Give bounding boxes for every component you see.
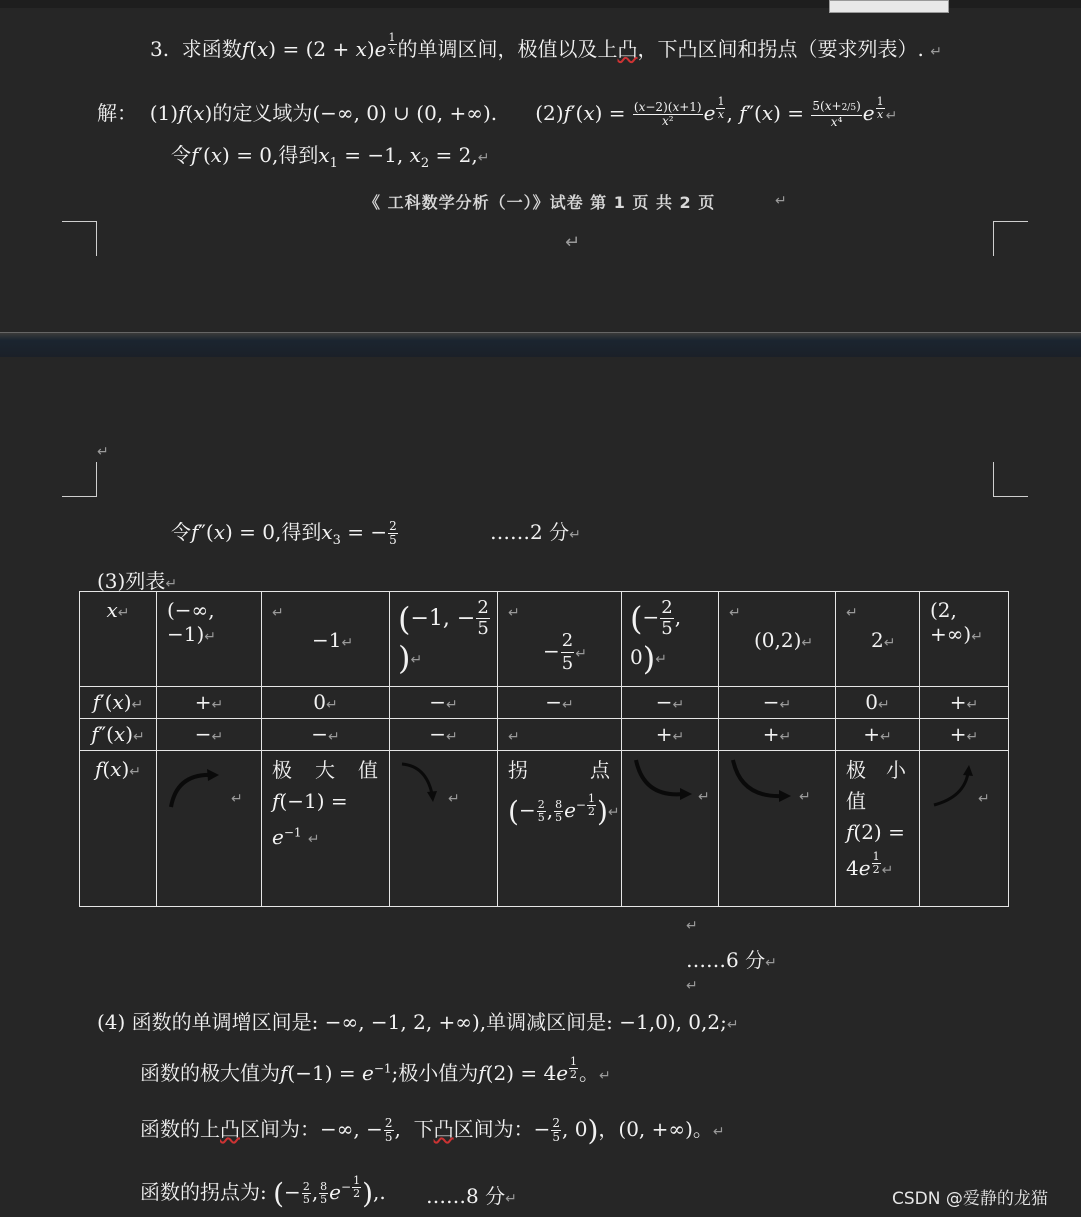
cell-f1-6: −↵ — [719, 687, 836, 719]
cell-f2-4: ↵ — [498, 719, 622, 751]
cell-x-label: x↵ — [80, 592, 157, 687]
table-row-f2 — [80, 719, 1009, 751]
cell-x-1: (−∞, −1)↵ — [157, 592, 262, 687]
page1-corner-left — [62, 221, 97, 256]
paragraph-mark: ↵ — [686, 918, 698, 934]
cell-f2-1: −↵ — [157, 719, 262, 751]
page1-corner-right — [993, 221, 1028, 256]
cell-f-label: f(x)↵ — [80, 751, 157, 907]
cell-x-5: (− $\frac{2}{5}$ , 0)↵ — [622, 592, 719, 687]
page2-corner-right — [993, 462, 1028, 497]
cell-x-7: ↵ 2↵ — [836, 592, 920, 687]
page-footer: 《 工科数学分析（一）》试卷 第 1 页 共 2 页 — [364, 193, 716, 212]
analysis-table — [79, 591, 1009, 907]
cell-f1-8: +↵ — [920, 687, 1009, 719]
cell-f-2: 极 大 值 f(−1) = $e^{-1}$ ↵ — [262, 751, 390, 907]
cell-f2-2: −↵ — [262, 719, 390, 751]
cell-f-5: ↵ — [622, 751, 719, 907]
list-title: (3)列表↵ — [97, 569, 178, 593]
increasing-concave-down-arrow-icon — [167, 763, 227, 813]
cell-f2-6: +↵ — [719, 719, 836, 751]
max-label: 极 大 值 — [272, 758, 378, 782]
cell-f-3: ↵ — [390, 751, 498, 907]
paragraph-mark: ↵ — [686, 978, 698, 994]
cell-f2-5: +↵ — [622, 719, 719, 751]
cell-x-3: (−1, − $\frac{2}{5}$ )↵ — [390, 592, 498, 687]
cell-f1-4: −↵ — [498, 687, 622, 719]
score-8: ……8 分↵ — [426, 1184, 517, 1208]
cell-f1-2: 0↵ — [262, 687, 390, 719]
cell-f1-3: −↵ — [390, 687, 498, 719]
cell-f-7: 极 小 值 f(2) = 4e $^{\frac{1}{2}}$ ↵ — [836, 751, 920, 907]
csdn-watermark: CSDN @爱静的龙猫 — [892, 1189, 1048, 1209]
cell-f-8: ↵ — [920, 751, 1009, 907]
cell-x-8: (2, +∞)↵ — [920, 592, 1009, 687]
top-scroll-handle[interactable] — [829, 0, 949, 13]
cell-f-1: ↵ — [157, 751, 262, 907]
cell-f1-1: +↵ — [157, 687, 262, 719]
cell-x-4: ↵ − $\frac{2}{5}$ ↵ — [498, 592, 622, 687]
table-row-f1 — [80, 687, 1009, 719]
paragraph-mark: ↵ — [775, 193, 787, 209]
solution-line-1: 解： (1)f(x)的定义域为(−∞, 0) ∪ (0, +∞). (2)f′(x) = $\frac{(x-2)(x+1)}{\text{x²}}$ e $^{\frac{1}{x}}$ , f″(x) = $\frac{5(x+2/5)}{\text{x⁴}}$ e $^{\frac{1}{x}}$ ↵ — [97, 95, 898, 129]
solution-line-2: 令f′(x) = 0,得到$x_1 = -1$, $x_2$ = 2,↵ — [171, 143, 490, 171]
cell-x-2: ↵ −1↵ — [262, 592, 390, 687]
cell-x-6: ↵ (0,2)↵ — [719, 592, 836, 687]
cell-f2-8: +↵ — [920, 719, 1009, 751]
part4-line-2: 函数的极大值为$f(-1) = e^{-1}$;极小值为f(2) = 4e $^{\frac{1}{2}}$ 。↵ — [140, 1055, 611, 1085]
score-6: ……6 分↵ — [686, 948, 777, 972]
cell-f-4: 拐 点 (− $\frac{2}{5}$ , $\frac{8}{5}$ $e^{- \frac{1}{2}}$ )↵ — [498, 751, 622, 907]
cell-f1-7: 0↵ — [836, 687, 920, 719]
decreasing-concave-up-arrow-icon — [630, 756, 700, 806]
page-separator — [0, 332, 1081, 357]
page2-corner-left — [62, 462, 97, 497]
cell-f2-7: +↵ — [836, 719, 920, 751]
table-row-f — [80, 751, 1009, 907]
part4-line-4: 函数的拐点为: (− $\frac{2}{5}$ , $\frac{8}{5}$ $e^{- \frac{1}{2}}$ ),. — [140, 1174, 386, 1210]
part4-line-3: 函数的上凸区间为：−∞, − $\frac{2}{5}$ , 下凸区间为：− $\frac{2}{5}$ , 0)，(0, +∞)。↵ — [140, 1114, 725, 1147]
cell-f2-3: −↵ — [390, 719, 498, 751]
cell-f1-label: f′(x)↵ — [80, 687, 157, 719]
cell-f-6: ↵ — [719, 751, 836, 907]
question-3: 3. 求函数f(x) = (2 + x)e $^{\frac{1}{x}}$ 的单调区间，极值以及上凸，下凸区间和拐点（要求列表）. ↵ — [150, 31, 942, 61]
table-row-x — [80, 592, 1009, 687]
paragraph-mark: ↵ — [565, 232, 581, 253]
second-derivative-line: 令f″(x) = 0,得到$x_3$ = − $\frac{2}{5}$ — [171, 519, 397, 548]
increasing-concave-up-arrow-icon — [930, 763, 980, 813]
decreasing-concave-up-arrow-icon — [727, 756, 797, 806]
decreasing-concave-down-arrow-icon — [398, 756, 448, 806]
score-2: ……2 分↵ — [490, 520, 581, 544]
cell-f2-label: f″(x)↵ — [80, 719, 157, 751]
paragraph-mark: ↵ — [97, 444, 109, 460]
cell-f1-5: −↵ — [622, 687, 719, 719]
part4-line-1: (4) 函数的单调增区间是: −∞, −1, 2, +∞),单调减区间是: −1,0), 0,2;↵ — [97, 1010, 739, 1034]
